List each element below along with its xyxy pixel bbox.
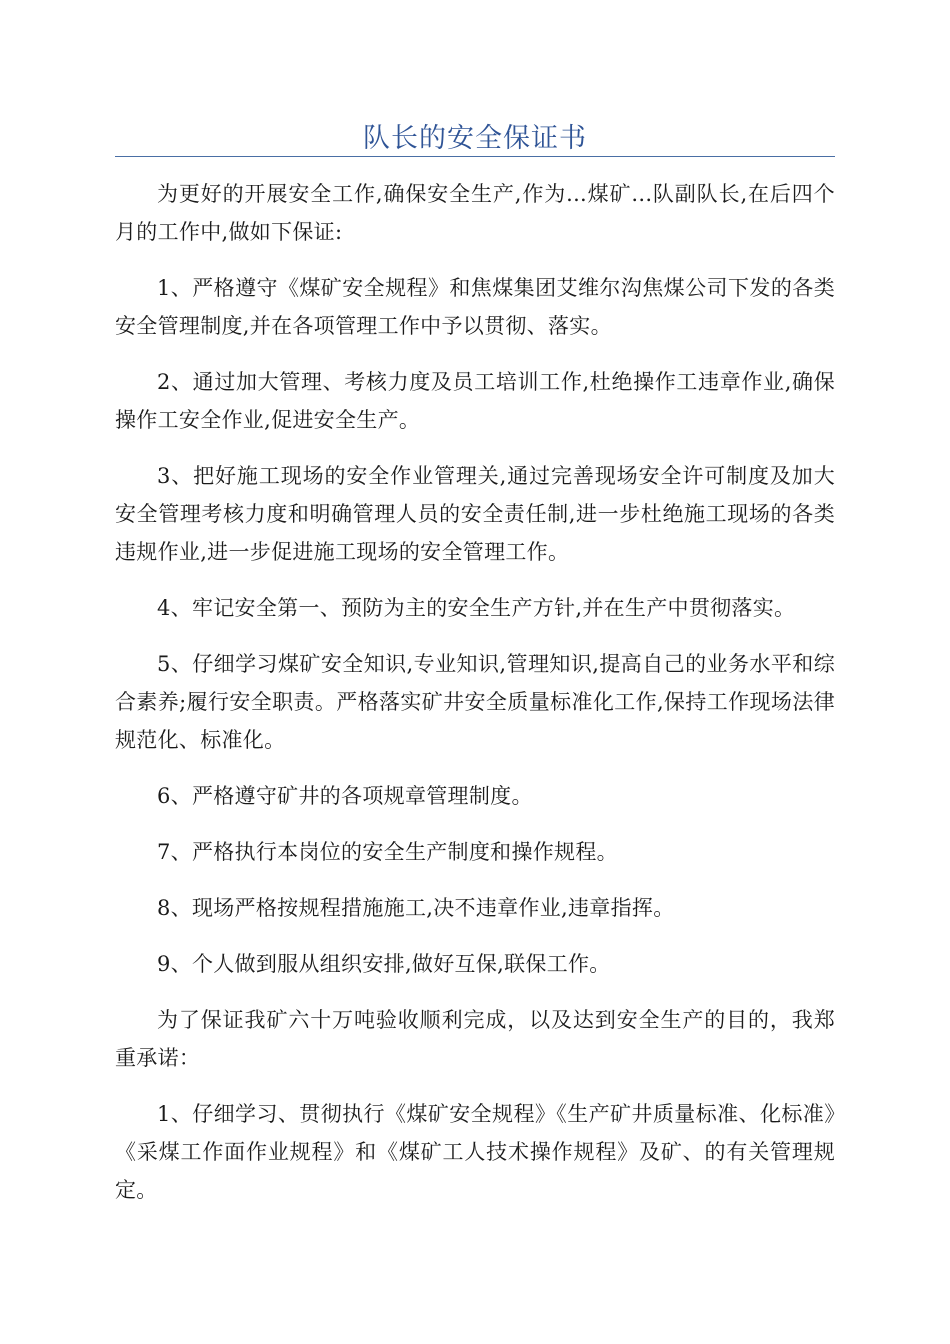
document-body	[115, 175, 835, 1227]
paragraph-commitment-intro: 为了保证我矿六十万吨验收顺利完成，以及达到安全生产的目的，我郑重承诺：	[115, 1008, 835, 1070]
paragraph-item-4: 4、牢记安全第一、预防为主的安全生产方针,并在生产中贯彻落实。	[157, 596, 796, 620]
paragraph-item-2: 2、通过加大管理、考核力度及员工培训工作,杜绝操作工违章作业,确保操作工安全作业,促进安全生产。	[115, 370, 835, 432]
paragraph-item-8: 8、现场严格按规程措施施工,决不违章作业,违章指挥。	[157, 896, 675, 920]
paragraph-item-9: 9、个人做到服从组织安排,做好互保,联保工作。	[157, 952, 611, 976]
title-block	[115, 112, 835, 157]
paragraph-item-1: 1、严格遵守《煤矿安全规程》和焦煤集团艾维尔沟焦煤公司下发的各类安全管理制度,并在各项管理工作中予以贯彻、落实。	[115, 276, 835, 338]
paragraph-item-3: 3、把好施工现场的安全作业管理关,通过完善现场安全许可制度及加大安全管理考核力度和明确管理人员的安全责任制,进一步杜绝施工现场的各类违规作业,进一步促进施工现场的安全管理工作。	[115, 464, 835, 564]
paragraph-item-7: 7、严格执行本岗位的安全生产制度和操作规程。	[157, 840, 618, 864]
paragraph-item-6: 6、严格遵守矿井的各项规章管理制度。	[157, 784, 533, 808]
paragraph-item-5: 5、仔细学习煤矿安全知识,专业知识,管理知识,提高自己的业务水平和综合素养;履行安全职责。严格落实矿井安全质量标准化工作,保持工作现场法律规范化、标准化。	[115, 652, 835, 752]
paragraph-commitment-1: 1、仔细学习、贯彻执行《煤矿安全规程》《生产矿井质量标准、化标准》《采煤工作面作业规程》和《煤矿工人技术操作规程》及矿、的有关管理规定。	[115, 1102, 835, 1202]
paragraph-intro: 为更好的开展安全工作,确保安全生产,作为...煤矿...队副队长,在后四个月的工作中,做如下保证:	[115, 182, 835, 244]
document-title: 队长的安全保证书	[363, 123, 587, 154]
